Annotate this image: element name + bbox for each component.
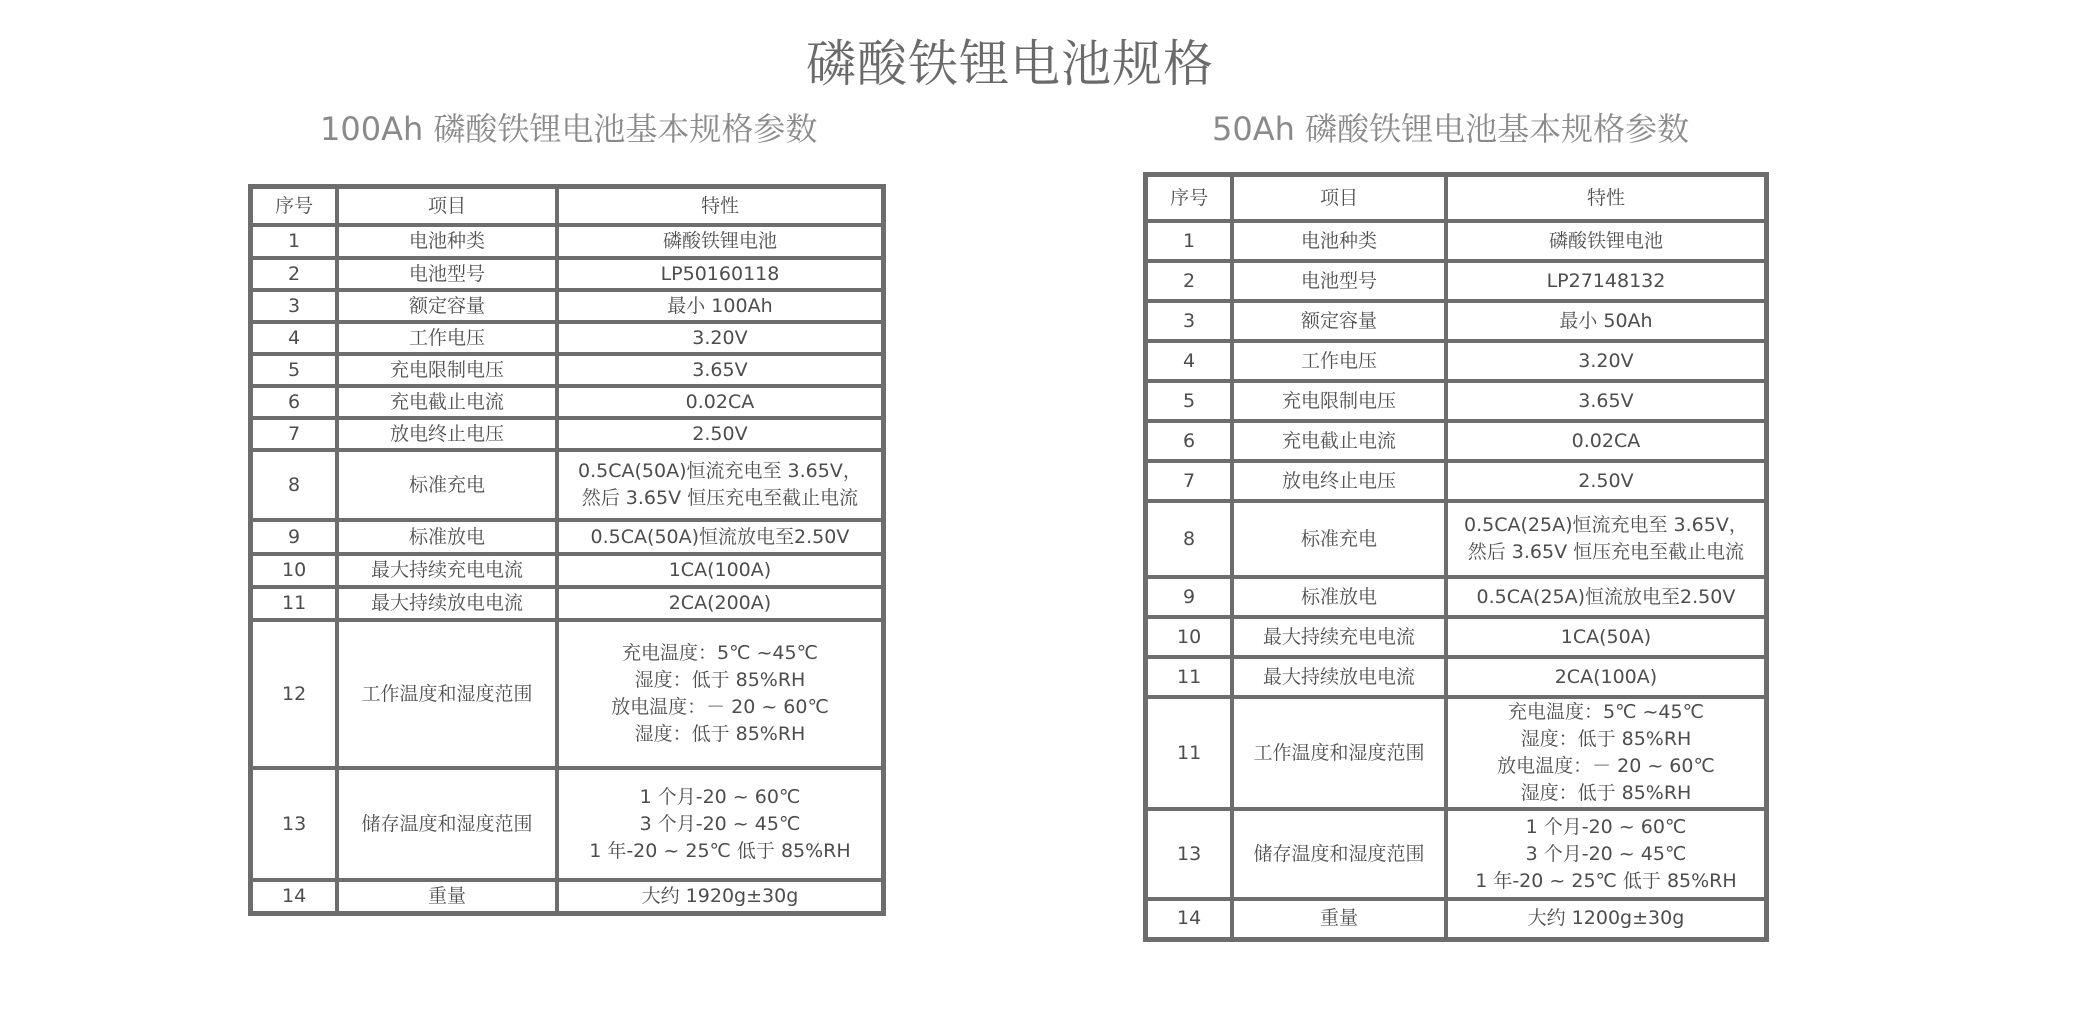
row-number: 3 xyxy=(1146,301,1233,341)
table-row xyxy=(251,520,884,554)
row-value-line: LP27148132 xyxy=(1546,269,1666,292)
row-value-line: 1CA(50A) xyxy=(1560,625,1652,648)
table-row xyxy=(251,768,884,880)
row-item: 工作电压 xyxy=(1232,341,1446,381)
header-no: 序号 xyxy=(1146,175,1233,222)
row-value-line: 0.5CA(25A)恒流放电至2.50V xyxy=(1476,585,1736,608)
row-value xyxy=(557,880,884,913)
row-value xyxy=(1446,461,1767,501)
row-number: 8 xyxy=(1146,501,1233,577)
table-row xyxy=(251,880,884,913)
row-value-line: 1 个月-20 ~ 60℃ xyxy=(1525,815,1687,838)
row-value-line: 湿度：低于 85%RH xyxy=(634,723,806,745)
row-value xyxy=(557,258,884,290)
table-row xyxy=(1146,809,1767,899)
table-row xyxy=(251,554,884,587)
table-row xyxy=(1146,421,1767,461)
row-number: 11 xyxy=(251,587,338,620)
row-value-line: 1 年-20 ~ 25℃ 低于 85%RH xyxy=(589,839,851,862)
row-item: 储存温度和湿度范围 xyxy=(337,768,557,880)
row-item: 工作温度和湿度范围 xyxy=(337,620,557,768)
row-item: 最大持续充电电流 xyxy=(1232,617,1446,657)
row-value-line: 然后 3.65V 恒压充电至截止电流 xyxy=(1467,541,1745,563)
row-value xyxy=(1446,421,1767,461)
row-value xyxy=(557,386,884,418)
header-item: 项目 xyxy=(1232,175,1446,222)
row-number: 13 xyxy=(251,768,338,880)
row-number: 12 xyxy=(251,620,338,768)
row-value xyxy=(1446,221,1767,261)
table-row xyxy=(251,620,884,768)
table-row xyxy=(1146,261,1767,301)
row-value-line: 0.5CA(50A)恒流充电至 3.65V， xyxy=(578,460,862,482)
row-number: 8 xyxy=(251,450,338,520)
row-number: 7 xyxy=(1146,461,1233,501)
row-value xyxy=(557,225,884,258)
table-row xyxy=(251,587,884,620)
row-value-line: 3 个月-20 ~ 45℃ xyxy=(639,812,801,835)
row-item: 额定容量 xyxy=(337,290,557,322)
row-value xyxy=(1446,577,1767,617)
table-row xyxy=(251,258,884,290)
row-value xyxy=(557,290,884,322)
header-no: 序号 xyxy=(251,187,338,226)
row-value-line: 1 年-20 ~ 25℃ 低于 85%RH xyxy=(1475,869,1737,892)
row-value xyxy=(557,322,884,354)
row-number: 11 xyxy=(1146,697,1233,809)
right-spec-table xyxy=(1143,172,1769,942)
table-row xyxy=(251,418,884,450)
table-row xyxy=(1146,221,1767,261)
row-value-line: 充电温度：5℃ ~45℃ xyxy=(1508,701,1704,723)
row-value xyxy=(557,554,884,587)
row-number: 1 xyxy=(251,225,338,258)
row-value-line: 2CA(100A) xyxy=(1554,665,1658,688)
row-item: 最大持续放电电流 xyxy=(337,587,557,620)
table-row xyxy=(1146,577,1767,617)
row-item: 充电限制电压 xyxy=(1232,381,1446,421)
row-number: 2 xyxy=(1146,261,1233,301)
row-value-line: 湿度：低于 85%RH xyxy=(1520,728,1692,750)
table-row xyxy=(1146,617,1767,657)
table-body xyxy=(1146,221,1767,939)
row-value xyxy=(557,354,884,386)
row-item: 电池型号 xyxy=(337,258,557,290)
row-item: 充电截止电流 xyxy=(337,386,557,418)
table-row xyxy=(251,354,884,386)
row-item: 充电限制电压 xyxy=(337,354,557,386)
row-value-line: 3.20V xyxy=(692,326,748,349)
row-value-line: 然后 3.65V 恒压充电至截止电流 xyxy=(581,487,859,509)
row-number: 4 xyxy=(1146,341,1233,381)
row-value-line: 最小 100Ah xyxy=(667,294,773,317)
page-title: 磷酸铁锂电池规格 xyxy=(806,35,1214,93)
row-value xyxy=(557,587,884,620)
row-value-line: 0.5CA(50A)恒流放电至2.50V xyxy=(590,525,850,548)
header-item: 项目 xyxy=(337,187,557,226)
table-row xyxy=(1146,341,1767,381)
row-item: 重量 xyxy=(1232,899,1446,939)
row-item: 电池种类 xyxy=(337,225,557,258)
table-row xyxy=(1146,899,1767,939)
row-item: 放电终止电压 xyxy=(337,418,557,450)
row-number: 10 xyxy=(1146,617,1233,657)
row-number: 2 xyxy=(251,258,338,290)
row-value xyxy=(557,520,884,554)
row-value-line: 湿度：低于 85%RH xyxy=(634,669,806,691)
row-number: 10 xyxy=(251,554,338,587)
row-value-line: 1 个月-20 ~ 60℃ xyxy=(639,785,801,808)
row-item: 工作温度和湿度范围 xyxy=(1232,697,1446,809)
row-item: 充电截止电流 xyxy=(1232,421,1446,461)
table-row xyxy=(1146,301,1767,341)
row-value-line: 2.50V xyxy=(1578,469,1634,492)
row-number: 3 xyxy=(251,290,338,322)
row-item: 电池型号 xyxy=(1232,261,1446,301)
row-number: 9 xyxy=(251,520,338,554)
row-value xyxy=(1446,809,1767,899)
table-row xyxy=(251,322,884,354)
table-row xyxy=(251,225,884,258)
row-number: 5 xyxy=(1146,381,1233,421)
row-value xyxy=(557,418,884,450)
table-header-row xyxy=(1146,175,1767,222)
row-value xyxy=(1446,341,1767,381)
table-row xyxy=(251,386,884,418)
row-value-line: 3.20V xyxy=(1578,349,1634,372)
row-value-line: 3.65V xyxy=(1578,389,1634,412)
row-number: 9 xyxy=(1146,577,1233,617)
row-item: 额定容量 xyxy=(1232,301,1446,341)
header-value: 特性 xyxy=(557,187,884,226)
row-number: 14 xyxy=(251,880,338,913)
row-number: 6 xyxy=(1146,421,1233,461)
row-item: 标准放电 xyxy=(1232,577,1446,617)
row-number: 1 xyxy=(1146,221,1233,261)
row-value-line: 3.65V xyxy=(692,358,748,381)
row-value-line: 3 个月-20 ~ 45℃ xyxy=(1525,842,1687,865)
table-row xyxy=(1146,657,1767,697)
table-header-row xyxy=(251,187,884,226)
right-table-subtitle: 50Ah 磷酸铁锂电池基本规格参数 xyxy=(1212,110,1690,148)
row-value-line: 湿度：低于 85%RH xyxy=(1520,782,1692,804)
row-value-line: 放电温度：－ 20 ~ 60℃ xyxy=(611,696,829,718)
row-value-line: 0.02CA xyxy=(685,390,755,413)
row-value-line: 0.5CA(25A)恒流充电至 3.65V， xyxy=(1464,514,1748,536)
row-value-line: 磷酸铁锂电池 xyxy=(662,230,777,252)
row-item: 放电终止电压 xyxy=(1232,461,1446,501)
row-value xyxy=(1446,381,1767,421)
row-value xyxy=(557,450,884,520)
row-number: 7 xyxy=(251,418,338,450)
header-value: 特性 xyxy=(1446,175,1767,222)
row-value-line: 2CA(200A) xyxy=(668,592,772,614)
table-body xyxy=(251,225,884,913)
row-value xyxy=(1446,657,1767,697)
table-row xyxy=(251,290,884,322)
row-number: 13 xyxy=(1146,809,1233,899)
table-row xyxy=(1146,501,1767,577)
row-item: 工作电压 xyxy=(337,322,557,354)
row-number: 11 xyxy=(1146,657,1233,697)
row-number: 4 xyxy=(251,322,338,354)
left-spec-table xyxy=(248,184,886,916)
row-value xyxy=(1446,301,1767,341)
row-value xyxy=(557,768,884,880)
row-value-line: 大约 1200g±30g xyxy=(1527,907,1685,930)
row-item: 最大持续放电电流 xyxy=(1232,657,1446,697)
row-value-line: 1CA(100A) xyxy=(668,559,772,581)
table-row xyxy=(251,450,884,520)
row-value xyxy=(1446,697,1767,809)
row-value-line: 磷酸铁锂电池 xyxy=(1548,229,1663,252)
table-row xyxy=(1146,381,1767,421)
row-value-line: 大约 1920g±30g xyxy=(641,884,799,907)
row-number: 5 xyxy=(251,354,338,386)
row-item: 电池种类 xyxy=(1232,221,1446,261)
row-value-line: LP50160118 xyxy=(660,262,780,285)
row-number: 6 xyxy=(251,386,338,418)
left-table-subtitle: 100Ah 磷酸铁锂电池基本规格参数 xyxy=(320,110,818,148)
row-item: 最大持续充电电流 xyxy=(337,554,557,587)
row-value xyxy=(1446,501,1767,577)
row-value xyxy=(557,620,884,768)
row-value-line: 充电温度：5℃ ~45℃ xyxy=(622,642,818,664)
row-item: 储存温度和湿度范围 xyxy=(1232,809,1446,899)
row-number: 14 xyxy=(1146,899,1233,939)
row-item: 标准充电 xyxy=(1232,501,1446,577)
row-value-line: 最小 50Ah xyxy=(1559,309,1653,332)
row-value xyxy=(1446,617,1767,657)
row-value xyxy=(1446,261,1767,301)
row-value xyxy=(1446,899,1767,939)
row-value-line: 2.50V xyxy=(692,422,748,445)
row-item: 重量 xyxy=(337,880,557,913)
table-row xyxy=(1146,461,1767,501)
row-item: 标准充电 xyxy=(337,450,557,520)
table-row xyxy=(1146,697,1767,809)
row-value-line: 放电温度：－ 20 ~ 60℃ xyxy=(1497,755,1715,777)
row-item: 标准放电 xyxy=(337,520,557,554)
row-value-line: 0.02CA xyxy=(1571,429,1641,452)
